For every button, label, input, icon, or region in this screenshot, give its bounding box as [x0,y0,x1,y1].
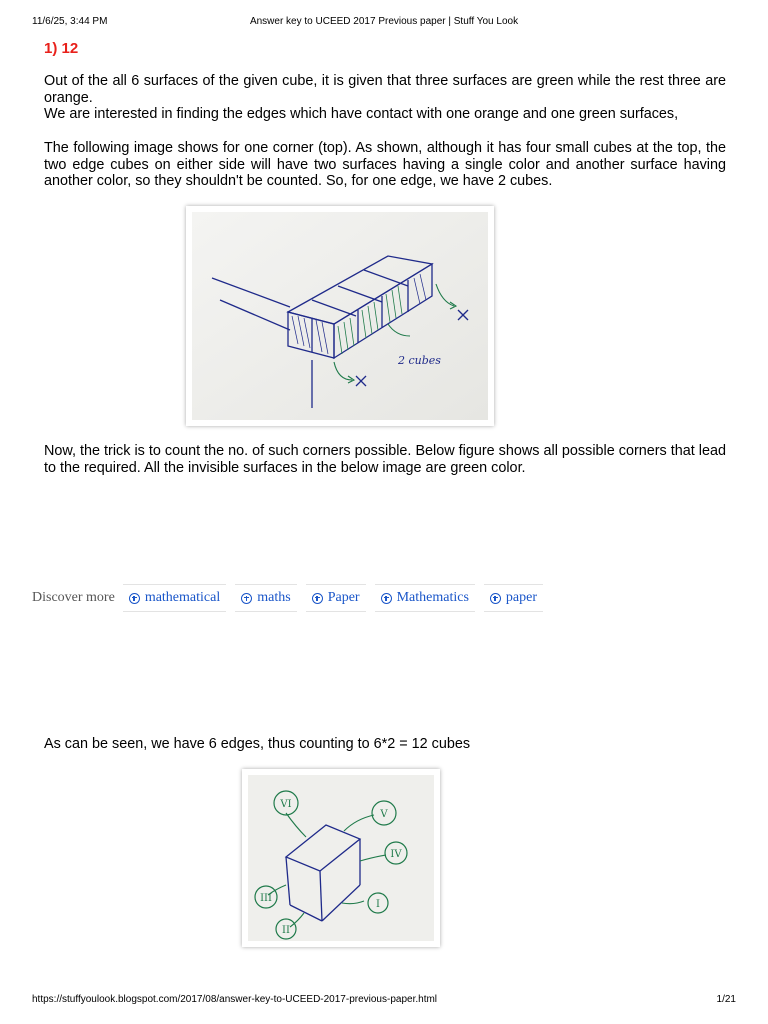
discover-chip-paper-capital[interactable] [306,584,366,612]
figure1-label: 2 cubes [398,354,441,367]
discover-chip-mathematics[interactable] [375,584,475,612]
plus-circle-icon [241,593,252,604]
cube-edges-image [248,775,434,941]
paragraph-edges: We are interested in finding the edges which have contact with one orange and one green surfaces, [44,106,679,122]
paragraph-count-corners: Now, the trick is to count the no. of such corners possible. Below figure shows all possible corners that lead to the required. All the invisible surfaces in the below image are green color. [44,443,726,476]
print-page-title: Answer key to UCEED 2017 Previous paper | Stuff You Look [249,16,519,27]
print-datetime: 11/6/25, 3:44 PM [32,16,108,27]
corner-sketch-figure [186,206,494,426]
edge-label-iii: III [260,893,272,904]
chip-label: mathematical [144,590,221,605]
chip-label: Mathematics [396,590,469,605]
edge-label-i: I [376,899,380,910]
paragraph-one-corner: The following image shows for one corner (top). As shown, although it has four small cubes at the top, the two edge cubes on either side will have two surfaces having a single color and another surface having another color, so they shouldn't be counted. So, for one edge, we have 2 cubes. [44,140,726,189]
plus-circle-icon [129,593,140,604]
print-url: https://stuffyoulook.blogspot.com/2017/08/answer-key-to-UCEED-2017-previous-paper.html [32,994,438,1005]
chip-label: Paper [327,590,360,605]
discover-more-bar [32,584,552,612]
print-footer [32,994,736,1008]
discover-chip-paper[interactable] [484,584,543,612]
discover-chip-mathematical[interactable] [123,584,226,612]
corner-sketch-image [192,212,488,420]
print-page-number: 1/21 [716,994,736,1005]
discover-more-label: Discover more [32,590,115,605]
chip-label: maths [257,590,291,605]
edge-label-vi: VI [280,799,292,810]
answer-heading: 1) 12 [44,40,79,57]
print-header [32,16,736,30]
chip-label: paper [505,590,537,605]
edge-label-ii: II [282,925,290,936]
paragraph-surfaces: Out of the all 6 surfaces of the given cube, it is given that three surfaces are green while the rest three are orange. [44,73,726,106]
plus-circle-icon [381,593,392,604]
edge-label-iv: IV [390,849,402,860]
cube-edges-figure [242,769,440,947]
discover-chip-maths[interactable] [235,584,296,612]
paragraph-conclusion: As can be seen, we have 6 edges, thus counting to 6*2 = 12 cubes [44,736,471,752]
plus-circle-icon [490,593,501,604]
edge-label-v: V [380,809,388,820]
plus-circle-icon [312,593,323,604]
